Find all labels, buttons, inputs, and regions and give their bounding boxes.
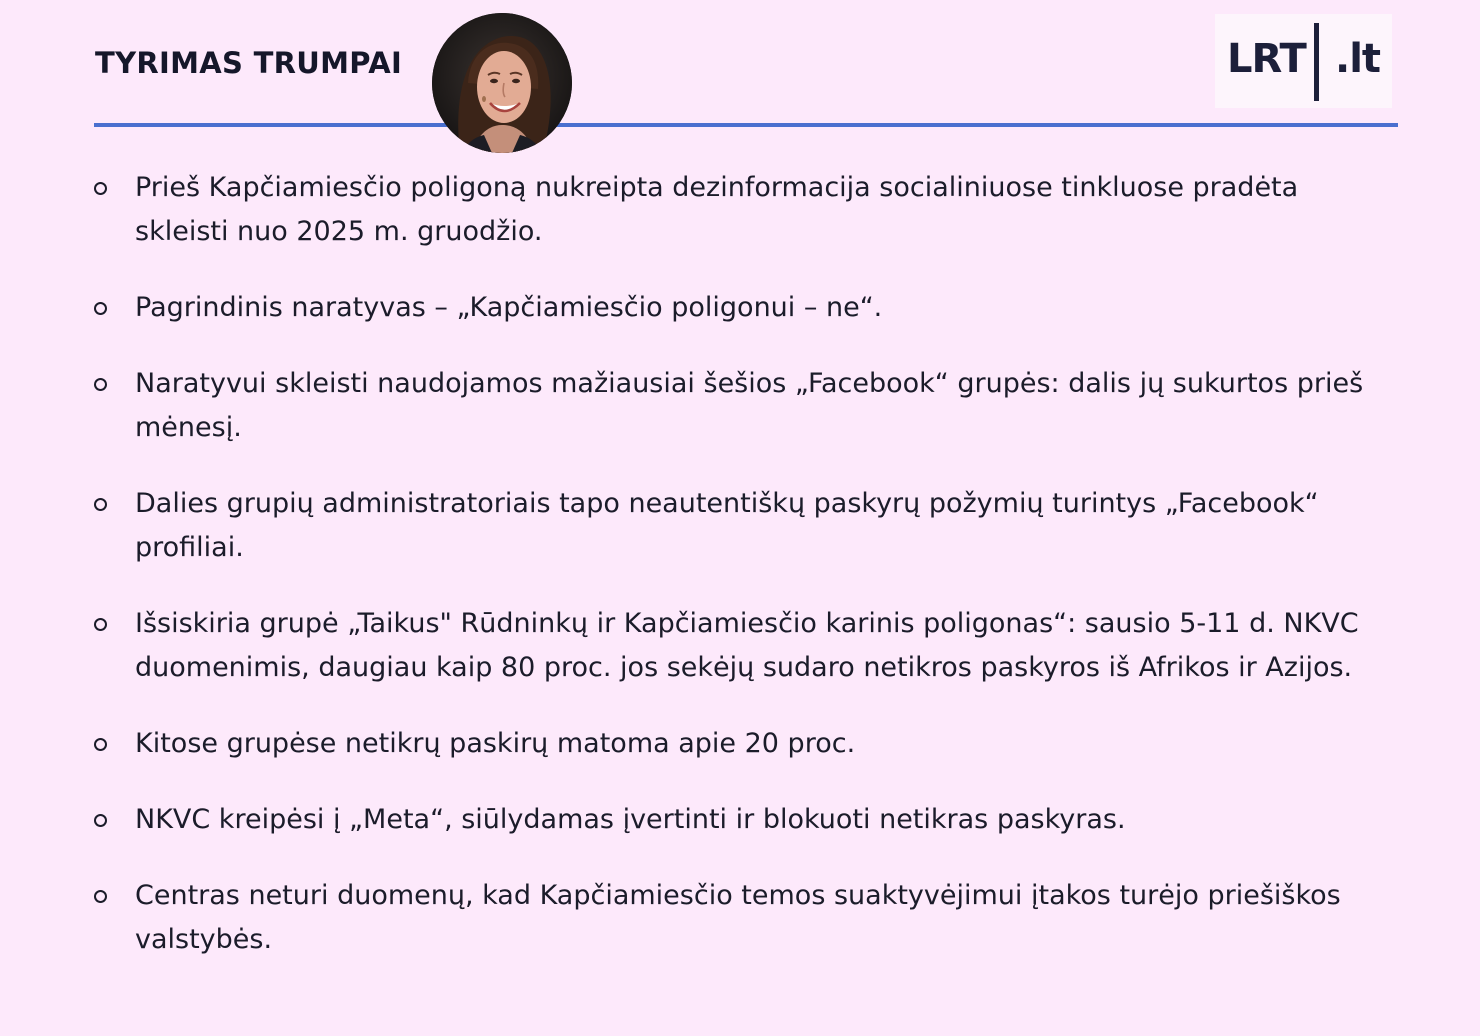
header-divider [94, 123, 1398, 127]
header [0, 0, 1480, 160]
list-item-text: Kitose grupėse netikrų paskirų matoma apie 20 proc. [135, 728, 856, 759]
list-item-text: Prieš Kapčiamiesčio poligoną nukreipta dezinformacija socialiniuose tinkluose pradėta skleisti nuo 2025 m. gruodžio. [135, 172, 1299, 247]
list-item-text: Pagrindinis naratyvas – „Kapčiamiesčio poligonui – ne“. [135, 292, 883, 323]
logo-divider [1314, 23, 1319, 101]
list-item [0, 362, 1480, 450]
findings-list [0, 166, 1480, 994]
list-item [0, 602, 1480, 690]
bullet-circle-icon [94, 182, 107, 195]
logo-brand-text: LRT [1227, 36, 1306, 82]
lrt-logo[interactable] [1215, 14, 1392, 108]
list-item [0, 482, 1480, 570]
logo-domain-text: .lt [1335, 36, 1381, 82]
bullet-circle-icon [94, 890, 107, 903]
bullet-circle-icon [94, 814, 107, 827]
list-item [0, 874, 1480, 962]
section-title: TYRIMAS TRUMPAI [95, 46, 403, 80]
list-item-text: Naratyvui skleisti naudojamos mažiausiai šešios „Facebook“ grupės: dalis jų sukurtos prieš mėnesį. [135, 368, 1364, 443]
list-item-text: Išsiskiria grupė „Taikus" Rūdninkų ir Kapčiamiesčio karinis poligonas“: sausio 5-11 d. NKVC duomenimis, daugiau kaip 80 proc. jos sekėjų sudaro netikros paskyros iš Afrikos ir Azijos. [135, 608, 1359, 683]
list-item [0, 722, 1480, 766]
list-item [0, 166, 1480, 254]
bullet-circle-icon [94, 618, 107, 631]
list-item-text: Dalies grupių administratoriais tapo neautentiškų paskyrų požymių turintys „Facebook“ profiliai. [135, 488, 1319, 563]
bullet-circle-icon [94, 302, 107, 315]
list-item [0, 798, 1480, 842]
list-item-text: NKVC kreipėsi į „Meta“, siūlydamas įvertinti ir blokuoti netikras paskyras. [135, 804, 1126, 835]
list-item-text: Centras neturi duomenų, kad Kapčiamiesčio temos suaktyvėjimui įtakos turėjo priešiškos valstybės. [135, 880, 1341, 955]
author-portrait-image [432, 13, 572, 153]
bullet-circle-icon [94, 498, 107, 511]
list-item [0, 286, 1480, 330]
bullet-circle-icon [94, 738, 107, 751]
author-avatar [432, 13, 572, 153]
bullet-circle-icon [94, 378, 107, 391]
